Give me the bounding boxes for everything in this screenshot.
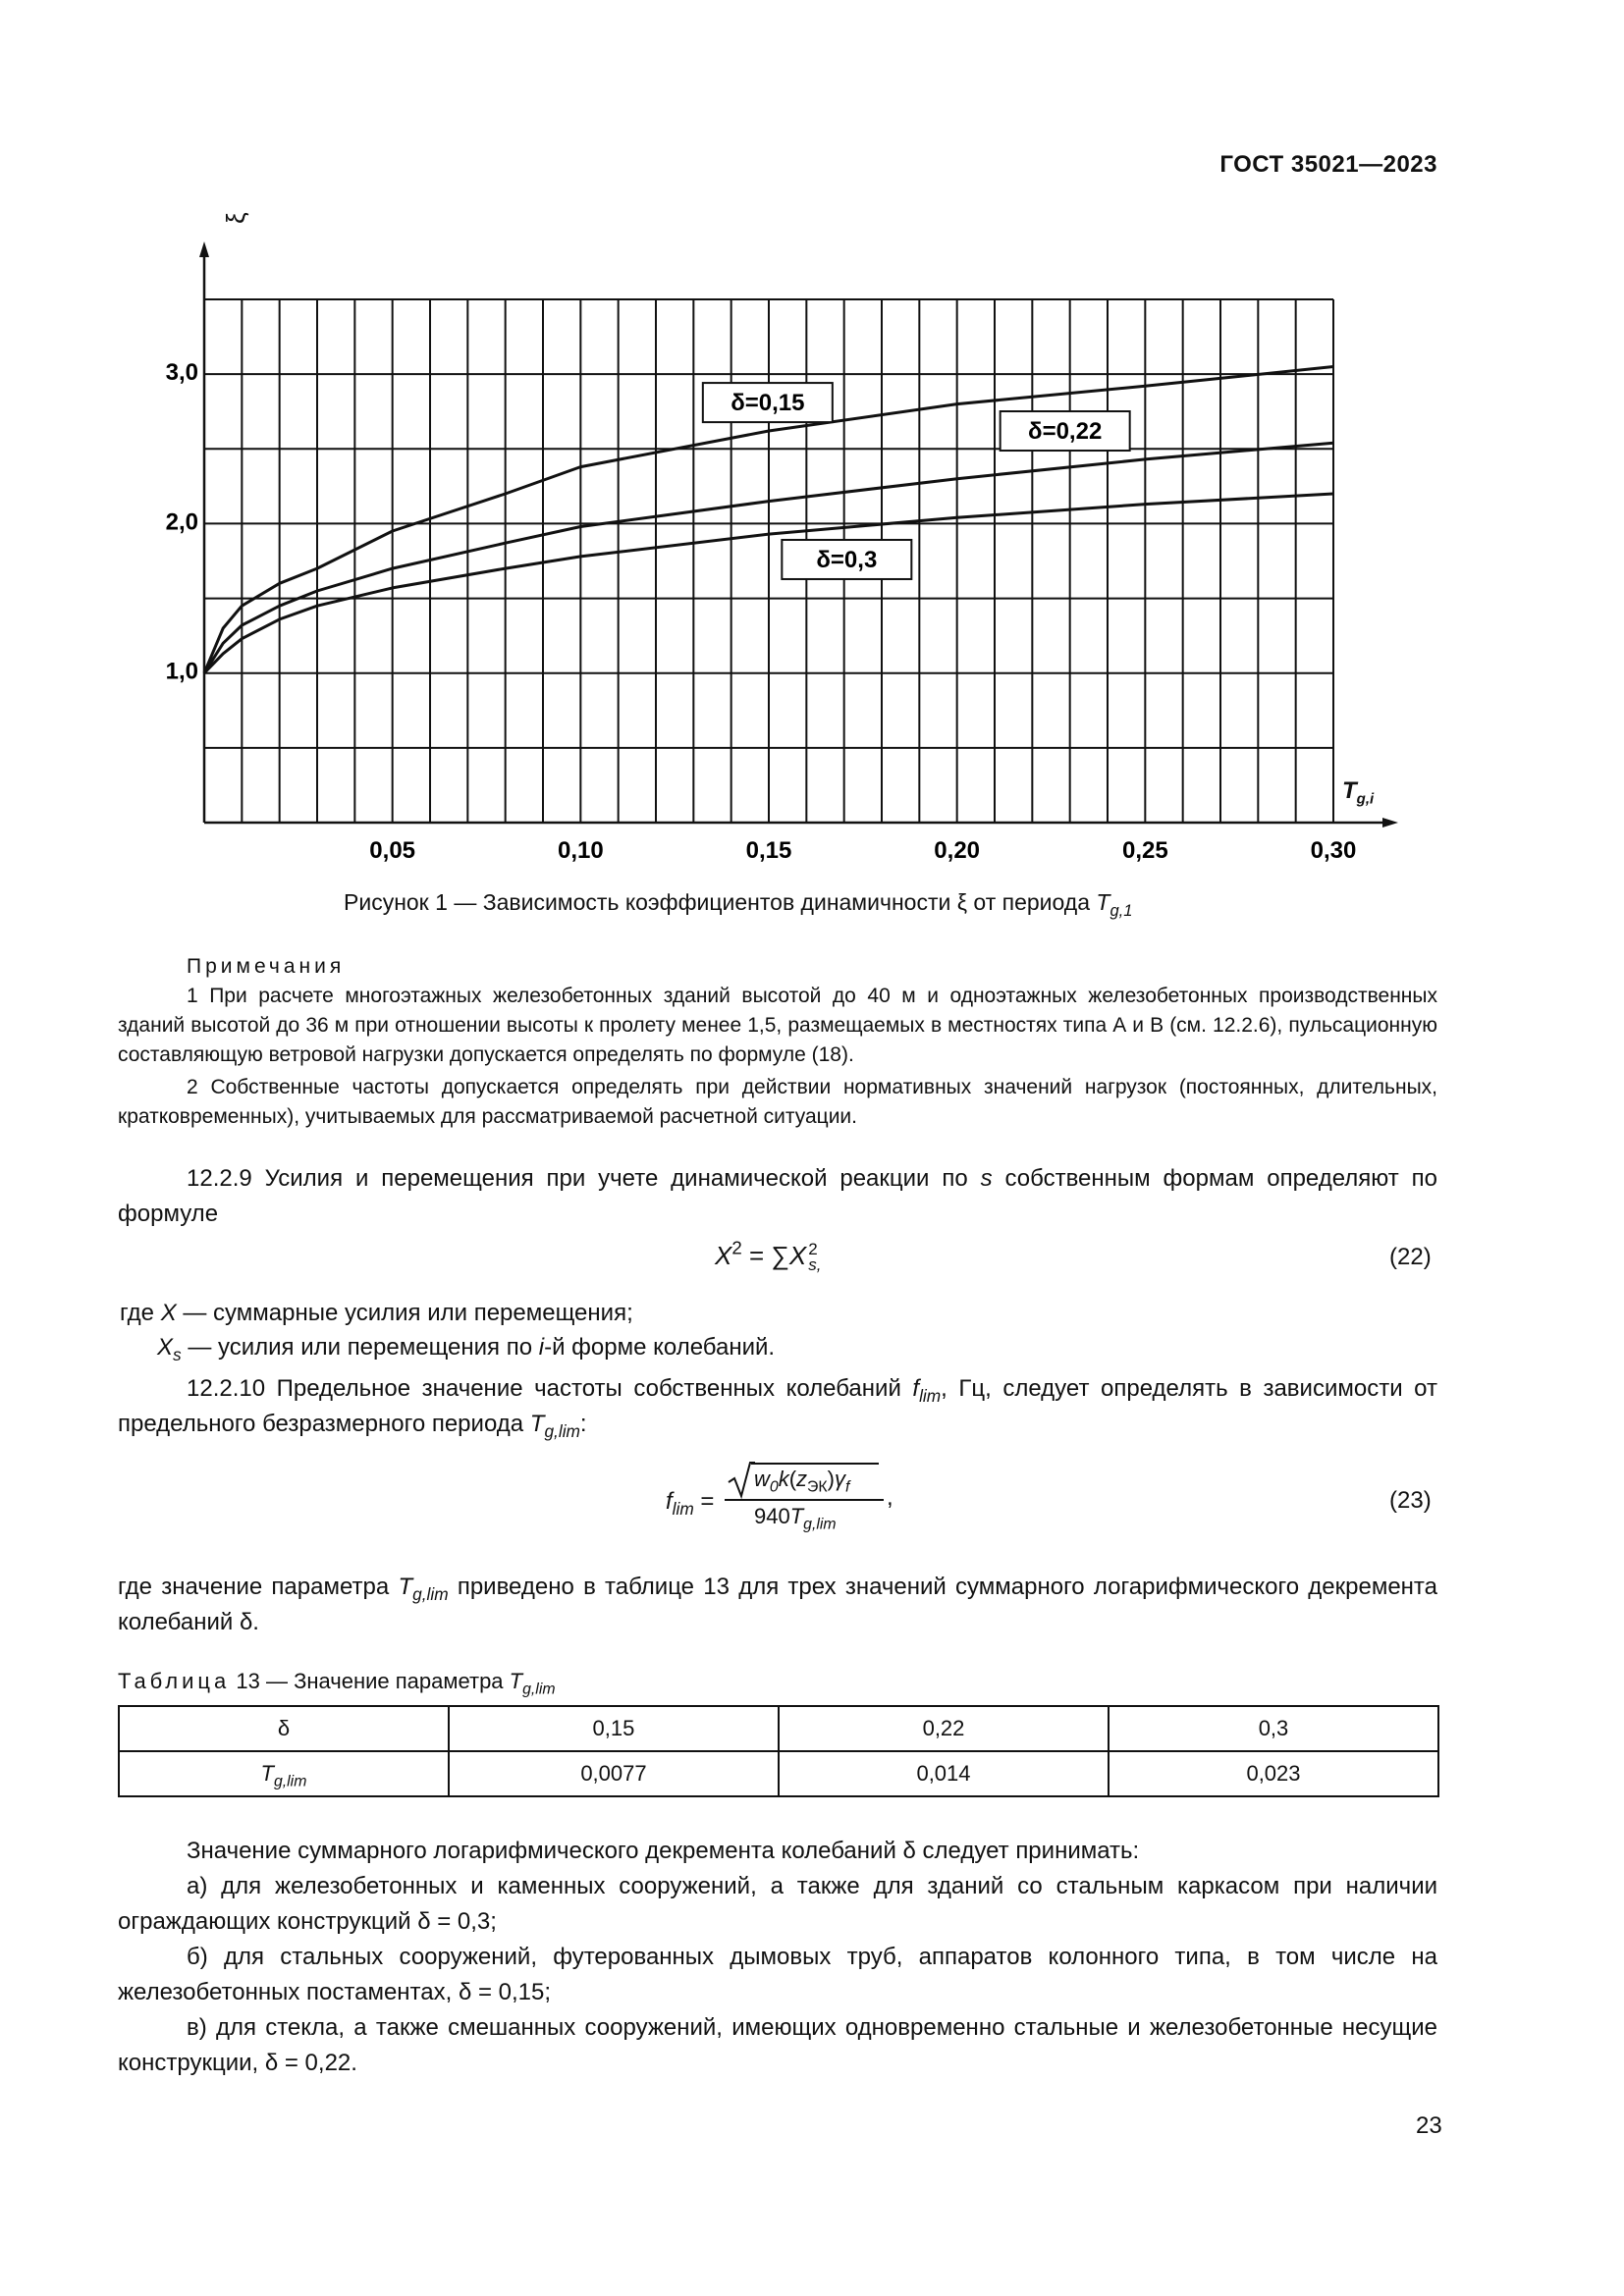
y-tick-label: 1,0 bbox=[165, 658, 198, 685]
series-label: δ=0,22 bbox=[1028, 418, 1103, 446]
y-tick-label: 2,0 bbox=[165, 508, 198, 536]
table-cell: 0,22 bbox=[779, 1706, 1109, 1751]
table-13 bbox=[118, 1705, 1439, 1797]
x-tick-label: 0,10 bbox=[557, 837, 604, 864]
table-cell: 0,014 bbox=[779, 1751, 1109, 1796]
x-tick-label: 0,15 bbox=[745, 837, 792, 864]
where-xs: $X_s$ — усилия или перемещения по i-й форме колебаний. bbox=[157, 1334, 776, 1365]
x-axis-label: $T_{g,i}$ bbox=[1342, 777, 1375, 808]
table-row bbox=[119, 1706, 1438, 1751]
series-label: δ=0,15 bbox=[731, 390, 805, 417]
decrement-intro: Значение суммарного логарифмического декремента колебаний δ следует принимать: bbox=[187, 1838, 1140, 1864]
decrement-item-a: а) для железобетонных и каменных сооружений, а также для зданий со стальным каркасом при наличии ограждающих конструкций δ = 0,3; bbox=[118, 1873, 1437, 1935]
equation-22: $X^2 = \sum X$ 2 s, bbox=[715, 1237, 822, 1275]
x-tick-label: 0,25 bbox=[1121, 837, 1168, 864]
x-axis-arrow bbox=[1382, 818, 1398, 828]
paragraph-12-2-9: 12.2.9 Усилия и перемещения при учете динамической реакции по s собственным формам определяют по формуле bbox=[118, 1165, 1437, 1227]
equation-23-comma: , bbox=[887, 1484, 893, 1511]
sqrt-sign bbox=[727, 1461, 756, 1500]
table-cell: 0,3 bbox=[1109, 1706, 1438, 1751]
equation-23-denominator: $940T_{g,lim}$ bbox=[754, 1504, 837, 1533]
x-tick-label: 0,05 bbox=[369, 837, 416, 864]
table-cell: 0,15 bbox=[449, 1706, 779, 1751]
table-cell: 0,0077 bbox=[449, 1751, 779, 1796]
note-2: 2 Собственные частоты допускается определять при действии нормативных значений нагрузок (постоянных, длительных, кратковременных), учитываемых для рассматриваемой расчетной ситуации. bbox=[118, 1076, 1437, 1128]
paragraph-after-23: где значение параметра $T_{g,lim}$ приведено в таблице 13 для трех значений суммарного логарифмического декремента колебаний δ. bbox=[118, 1574, 1437, 1635]
chart-axes bbox=[199, 241, 1398, 828]
y-tick-label: 3,0 bbox=[165, 359, 198, 387]
equation-23-lhs: $f_{lim}$ = bbox=[666, 1488, 715, 1520]
standard-header: ГОСТ 35021—2023 bbox=[1219, 151, 1437, 178]
table-cell: $T_{g,lim}$ bbox=[119, 1751, 449, 1796]
y-axis-arrow bbox=[199, 241, 209, 257]
note-1: 1 При расчете многоэтажных железобетонных зданий высотой до 40 м и одноэтажных железобетонных производственных зданий высотой до 36 м при отношении высоты к пролету менее 1,5, размещаемых в местностях типа А и В (см. 12.2.6), пульсационную составляющую ветровой нагрузки допускается определять по формуле (18). bbox=[118, 985, 1437, 1066]
equation-23-number: (23) bbox=[1389, 1487, 1432, 1514]
chart-legend-labels bbox=[703, 383, 1130, 579]
chart-ticks bbox=[166, 359, 1357, 864]
table-row bbox=[119, 1751, 1438, 1796]
chart-grid bbox=[204, 299, 1333, 823]
table-13-title: Таблица 13 — Значение параметра $T_{g,lim}$ bbox=[118, 1669, 556, 1698]
where-x: где X — суммарные усилия или перемещения; bbox=[120, 1300, 633, 1326]
x-tick-label: 0,30 bbox=[1310, 837, 1357, 864]
paragraph-12-2-10: 12.2.10 Предельное значение частоты собственных колебаний $f_{lim}$, Гц, следует определять в зависимости от предельного безразмерного периода $T_{g,lim}$: bbox=[118, 1375, 1437, 1442]
table-cell: 0,023 bbox=[1109, 1751, 1438, 1796]
fraction-bar bbox=[725, 1499, 884, 1501]
decrement-item-c: в) для стекла, а также смешанных сооружений, имеющих одновременно стальные и железобетонные несущие конструкции, δ = 0,22. bbox=[118, 2014, 1437, 2076]
page-number: 23 bbox=[1416, 2112, 1442, 2139]
equation-22-number: (22) bbox=[1389, 1244, 1432, 1270]
decrement-item-b: б) для стальных сооружений, футерованных дымовых труб, аппаратов колонного типа, в том числе на железобетонных постаментах, δ = 0,15; bbox=[118, 1944, 1437, 2005]
table-cell: δ bbox=[119, 1706, 449, 1751]
series-label: δ=0,3 bbox=[816, 546, 878, 573]
x-tick-label: 0,20 bbox=[934, 837, 981, 864]
y-axis-label: ξ bbox=[221, 212, 250, 224]
chart-svg bbox=[0, 0, 1624, 883]
sqrt-bar bbox=[751, 1463, 879, 1465]
notes-title: Примечания bbox=[187, 955, 346, 978]
figure-caption: Рисунок 1 — Зависимость коэффициентов динамичности ξ от периода $T_{g,1}$ bbox=[344, 889, 1133, 920]
equation-23-numerator: $w_0k(z_{ЭК})\gamma_f$ bbox=[754, 1467, 850, 1496]
